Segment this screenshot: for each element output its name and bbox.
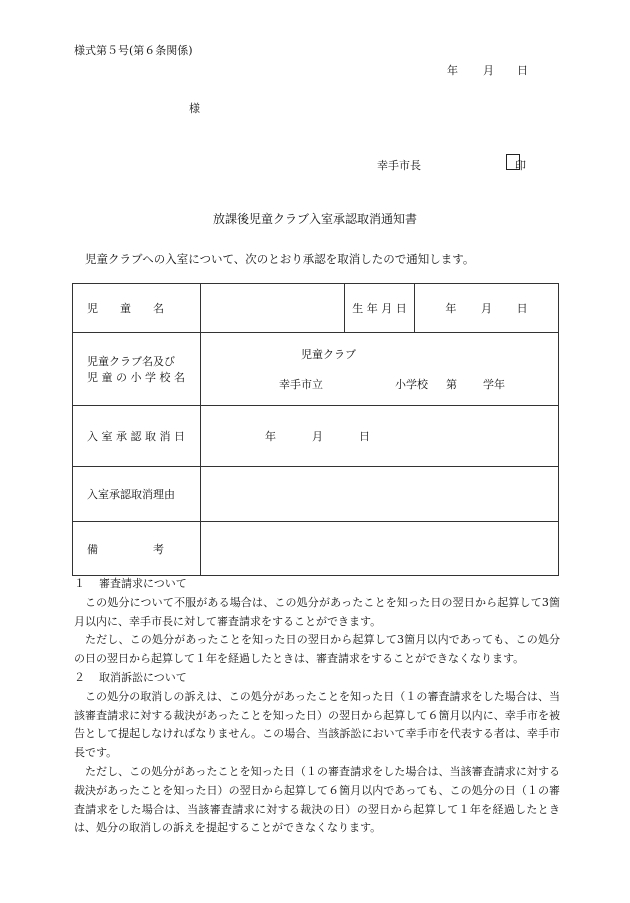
issuer-name: 幸手市長: [377, 159, 421, 172]
row-remarks: [73, 522, 559, 576]
club-label-line1: 児童クラブ名及び: [87, 355, 175, 368]
city-prefix: 幸手市立: [279, 378, 323, 391]
section1-title: 審査請求について: [99, 577, 187, 590]
cancel-date-label: 入 室 承 認 取 消 日: [73, 406, 201, 467]
row-child-name: [73, 284, 559, 333]
birth-month: 月: [480, 302, 492, 315]
remarks-field[interactable]: [201, 522, 559, 576]
club-suffix: 児童クラブ: [301, 348, 356, 361]
club-field[interactable]: [201, 333, 559, 406]
birth-year: 年: [445, 302, 457, 315]
addressee-suffix: 様: [189, 102, 200, 115]
cancel-reason-label: 入室承認取消理由: [73, 467, 201, 522]
section2-number: ２: [74, 670, 85, 684]
cancel-date-field[interactable]: [201, 406, 559, 467]
section1-heading: [74, 575, 560, 594]
cancel-year: 年: [265, 430, 276, 443]
notes-section: [74, 575, 560, 838]
child-name-label: 児 童 名: [73, 284, 201, 333]
form-table: [72, 283, 559, 576]
school-suffix: 小学校: [395, 378, 428, 391]
club-label-line2: 児 童 の 小 学 校 名: [87, 371, 185, 384]
issue-date-day: 日: [517, 64, 528, 77]
section2-paragraph1: この処分の取消しの訴えは、この処分があったことを知った日（１の審査請求をした場合は、当該審査請求に対する裁決があったことを知った日）の翌日から起算して６箇月以内に、幸手市を被告として提起しなければなりません。この場合、当該訴訟において幸手市を代表する者は、幸手市長です。: [74, 689, 560, 760]
document-title: 放課後児童クラブ入室承認取消通知書: [212, 212, 417, 226]
cancel-reason-field[interactable]: [201, 467, 559, 522]
section2-heading: [74, 669, 560, 688]
grade-suffix: 学年: [483, 378, 505, 391]
section2-title: 取消訴訟について: [99, 670, 187, 684]
issue-date-month: 月: [483, 64, 494, 77]
birth-day: 日: [516, 302, 528, 315]
section1-paragraph2: ただし、この処分があったことを知った日の翌日から起算して3箇月以内であっても、この処分の日の翌日から起算して１年を経過したときは、審査請求をすることができなくなります。: [74, 633, 560, 666]
row-cancel-date: [73, 406, 559, 467]
intro-text: 児童クラブへの入室について、次のとおり承認を取消したので通知します。: [85, 252, 475, 266]
birthdate-field[interactable]: [415, 284, 559, 333]
grade-prefix: 第: [446, 378, 457, 391]
row-club: [73, 333, 559, 406]
issue-date-year: 年: [447, 64, 458, 77]
row-cancel-reason: [73, 467, 559, 522]
club-label: [73, 333, 201, 406]
cancel-day: 日: [359, 430, 370, 443]
section1-number: １: [74, 577, 85, 590]
child-name-field[interactable]: [201, 284, 345, 333]
section2-paragraph2: ただし、この処分があったことを知った日（１の審査請求をした場合は、当該審査請求に対する裁決があったことを知った日）の翌日から起算して６箇月以内であっても、この処分の日（１の審査請求をした場合は、当該審査請求に対する裁決の日）の翌日から起算して１年を経過したときは、処分の取消しの訴えを提起することができなくなります。: [74, 764, 560, 835]
cancel-month: 月: [312, 430, 323, 443]
section1-paragraph1: この処分について不服がある場合は、この処分があったことを知った日の翌日から起算して3箇月以内に、幸手市長に対して審査請求をすることができます。: [74, 595, 560, 628]
seal-char: 印: [515, 159, 526, 172]
form-number: 様式第５号(第６条関係): [74, 44, 193, 57]
remarks-label: 備 考: [73, 522, 201, 576]
birthdate-label: 生 年 月 日: [345, 284, 415, 333]
